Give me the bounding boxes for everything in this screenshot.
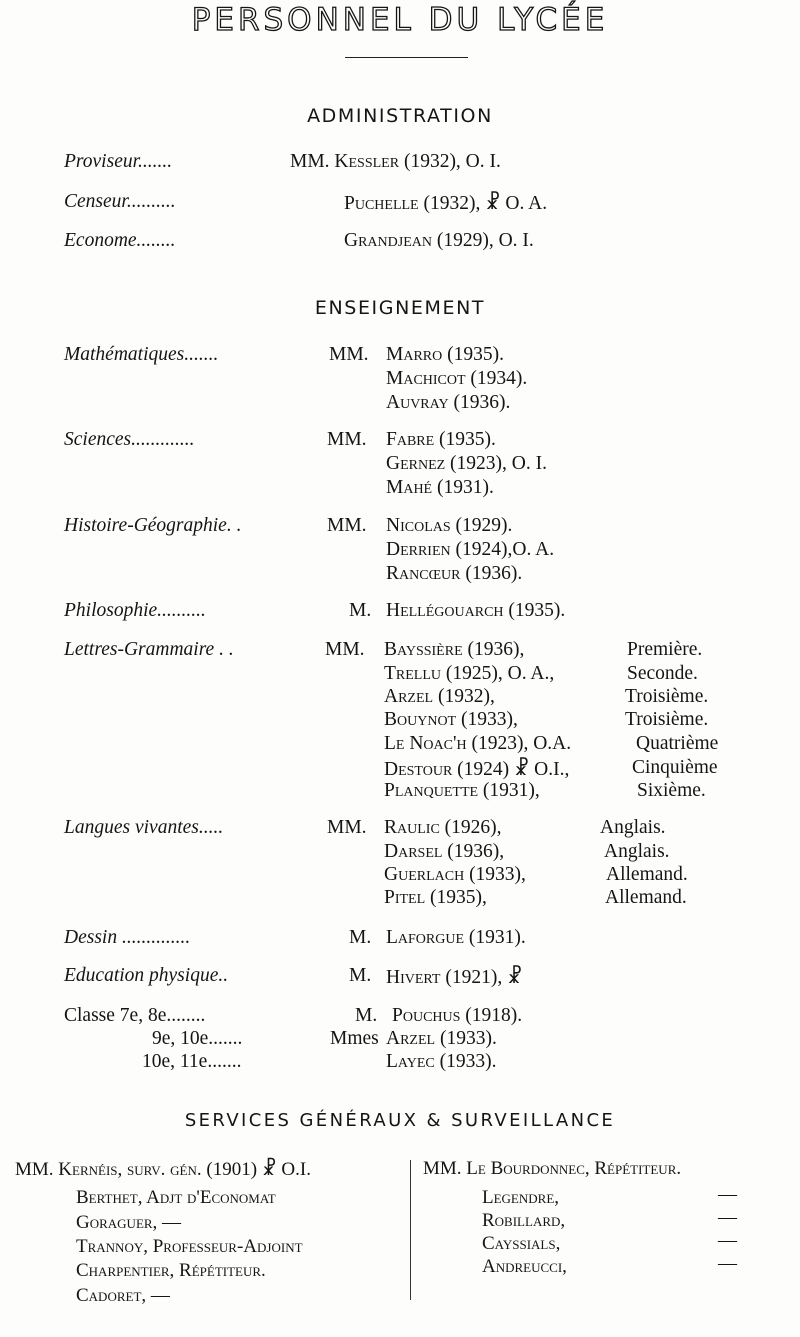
admin-label: Censeur..........: [64, 191, 176, 212]
ditto-dash: —: [718, 1253, 737, 1274]
title-prefix: MM.: [327, 429, 367, 450]
class-level: Seconde.: [627, 663, 698, 684]
teacher-name: Marro (1935).: [386, 344, 504, 365]
language: Anglais.: [604, 841, 670, 862]
teacher-name: Bouynot (1933),: [384, 709, 518, 730]
page-title: PERSONNEL DU LYCÉE: [191, 2, 609, 38]
teacher-name: Layec (1933).: [386, 1051, 497, 1072]
teacher-name: Le Noac'h (1923), O.A.: [384, 733, 572, 754]
teacher-name: Fabre (1935).: [386, 429, 496, 450]
title-prefix: M.: [349, 927, 372, 948]
class-label: 10e, 11e.......: [142, 1051, 242, 1072]
staff-entry: Cadoret, —: [76, 1285, 170, 1306]
class-level: Sixième.: [637, 780, 706, 801]
ditto-dash: —: [718, 1184, 737, 1205]
language: Allemand.: [605, 887, 687, 908]
teacher-name: Gernez (1923), O. I.: [386, 453, 547, 474]
teacher-name: Bayssière (1936),: [384, 639, 525, 660]
admin-label: Econome........: [64, 230, 176, 251]
title-prefix: MM.: [327, 515, 367, 536]
teacher-name: Darsel (1936),: [384, 841, 505, 862]
title-prefix: M.: [349, 965, 372, 986]
teacher-name: Derrien (1924),O. A.: [386, 539, 555, 560]
teacher-name: Hellégouarch (1935).: [386, 600, 566, 621]
ditto-dash: —: [718, 1230, 737, 1251]
column-divider: [410, 1160, 411, 1300]
staff-entry: MM. Le Bourdonnec, Répétiteur.: [423, 1158, 682, 1179]
title-prefix: Mmes: [330, 1028, 379, 1049]
language: Allemand.: [606, 864, 688, 885]
title-prefix: M.: [355, 1005, 378, 1026]
section-heading-enseignement: ENSEIGNEMENT: [314, 297, 486, 319]
class-level: Troisième.: [625, 686, 709, 707]
title-prefix: MM.: [325, 639, 365, 660]
subject-label: Lettres-Grammaire . .: [64, 639, 234, 660]
class-label: Classe 7e, 8e........: [64, 1005, 206, 1026]
class-level: Quatrième: [636, 733, 719, 754]
admin-entry: Grandjean (1929), O. I.: [344, 230, 534, 251]
subject-label: Philosophie..........: [64, 600, 206, 621]
teacher-name: Trellu (1925), O. A.,: [384, 663, 555, 684]
subject-label: Histoire-Géographie. .: [64, 515, 242, 536]
teacher-name: Laforgue (1931).: [386, 927, 526, 948]
teacher-name: Arzel (1933).: [386, 1028, 497, 1049]
teacher-name: Rancœur (1936).: [386, 563, 523, 584]
teacher-name: Auvray (1936).: [386, 392, 511, 413]
teacher-name: Pitel (1935),: [384, 887, 487, 908]
title-prefix: M.: [349, 600, 372, 621]
class-level: Troisième.: [625, 709, 709, 730]
subject-label: Sciences.............: [64, 429, 195, 450]
class-level: Première.: [627, 639, 703, 660]
title-prefix: MM.: [329, 344, 369, 365]
title-rule: [345, 57, 468, 58]
staff-entry: MM. Kernéis, surv. gén. (1901) ☧ O.I.: [15, 1159, 311, 1180]
teacher-name: Mahé (1931).: [386, 477, 494, 498]
teacher-name: Destour (1924) ☧ O.I.,: [384, 759, 570, 780]
teacher-name: Arzel (1932),: [384, 686, 495, 707]
staff-entry: Legendre,: [482, 1187, 560, 1208]
admin-entry: MM. Kessler (1932), O. I.: [290, 151, 501, 172]
teacher-name: Machicot (1934).: [386, 368, 528, 389]
subject-label: Education physique..: [64, 965, 229, 986]
staff-entry: Goraguer, —: [76, 1212, 182, 1233]
teacher-name: Pouchus (1918).: [392, 1005, 523, 1026]
class-label: 9e, 10e.......: [152, 1028, 243, 1049]
teacher-name: Hivert (1921), ☧: [386, 967, 523, 988]
title-prefix: MM.: [327, 817, 367, 838]
teacher-name: Raulic (1926),: [384, 817, 502, 838]
teacher-name: Planquette (1931),: [384, 780, 540, 801]
admin-label: Proviseur.......: [64, 151, 173, 172]
staff-entry: Cayssials,: [482, 1233, 561, 1254]
staff-entry: Andreucci,: [482, 1256, 567, 1277]
ditto-dash: —: [718, 1207, 737, 1228]
staff-entry: Charpentier, Répétiteur.: [76, 1260, 266, 1281]
section-heading-services: SERVICES GÉNÉRAUX & SURVEILLANCE: [184, 1110, 616, 1131]
admin-entry: Puchelle (1932), ☧ O. A.: [344, 193, 548, 214]
subject-label: Mathématiques.......: [64, 344, 219, 365]
subject-label: Dessin ..............: [64, 927, 191, 948]
language: Anglais.: [600, 817, 666, 838]
class-level: Cinquième: [632, 757, 718, 778]
teacher-name: Guerlach (1933),: [384, 864, 526, 885]
staff-entry: Robillard,: [482, 1210, 566, 1231]
subject-label: Langues vivantes.....: [64, 817, 224, 838]
section-heading-administration: ADMINISTRATION: [307, 105, 493, 127]
teacher-name: Nicolas (1929).: [386, 515, 513, 536]
staff-entry: Berthet, Adjt d'Economat: [76, 1187, 276, 1208]
staff-entry: Trannoy, Professeur-Adjoint: [76, 1236, 303, 1257]
